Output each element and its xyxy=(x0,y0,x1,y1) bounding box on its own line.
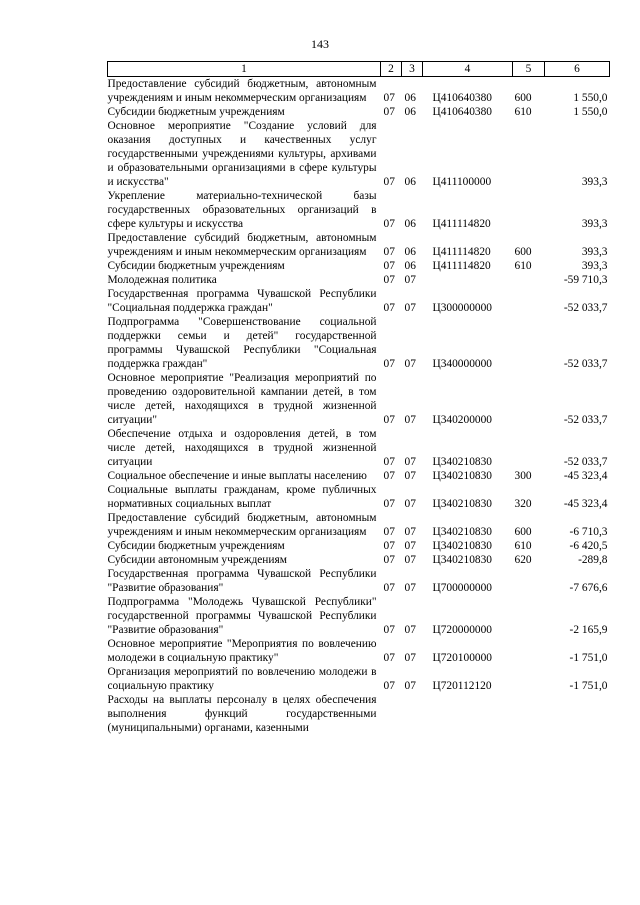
section-code: 07 xyxy=(383,540,395,552)
table-row xyxy=(108,665,610,693)
target-article-code: Ц700000000 xyxy=(432,582,492,594)
table-row xyxy=(108,637,610,665)
section-code: 07 xyxy=(383,106,395,118)
item-name: Государственная программа Чувашской Республики "Развитие образования" xyxy=(107,568,377,594)
item-name: Расходы на выплаты персоналу в целях обеспечения выполнения функций государственными (муниципальными) органами, казенными xyxy=(107,694,377,734)
target-article-code: Ц340210830 xyxy=(432,540,492,552)
target-article-code: Ц340200000 xyxy=(432,414,492,426)
table-row xyxy=(108,595,610,637)
section-code: 07 xyxy=(383,470,395,482)
page-number: 143 xyxy=(311,37,329,51)
subsection-code: 06 xyxy=(404,176,416,188)
table-row xyxy=(108,231,610,259)
item-name: Основное мероприятие "Реализация мероприятий по проведению оздоровительной кампании детей, в том числе детей, находящихся в трудной жизненной ситуации" xyxy=(107,372,377,426)
header-col-5: 5 xyxy=(513,62,545,77)
table-row xyxy=(108,189,610,231)
expense-type-code xyxy=(513,371,545,427)
amount: -52 033,7 xyxy=(563,358,608,370)
amount xyxy=(545,693,610,735)
section-code: 07 xyxy=(383,176,395,188)
subsection-code: 07 xyxy=(404,624,416,636)
subsection-code: 06 xyxy=(404,218,416,230)
target-article-code: Ц720000000 xyxy=(432,624,492,636)
target-article-code: Ц340210830 xyxy=(432,498,492,510)
section-code: 07 xyxy=(383,302,395,314)
table-row xyxy=(108,105,610,119)
expense-type-code: 600 xyxy=(514,246,532,258)
header-col-1: 1 xyxy=(108,62,381,77)
table-row xyxy=(108,553,610,567)
subsection-code: 06 xyxy=(404,92,416,104)
table-header xyxy=(108,62,610,77)
target-article-code: Ц340210830 xyxy=(432,526,492,538)
target-article-code: Ц411100000 xyxy=(432,176,492,188)
section-code xyxy=(381,693,402,735)
subsection-code: 06 xyxy=(404,246,416,258)
item-name: Субсидии автономным учреждениям xyxy=(107,554,287,566)
amount: -6 710,3 xyxy=(569,526,608,538)
section-code: 07 xyxy=(383,246,395,258)
header-col-2: 2 xyxy=(381,62,402,77)
expense-type-code xyxy=(513,567,545,595)
table-row xyxy=(108,315,610,371)
table-row xyxy=(108,273,610,287)
target-article-code: Ц410640380 xyxy=(432,106,492,118)
item-name: Молодежная политика xyxy=(107,274,217,286)
target-article-code: Ц300000000 xyxy=(432,302,492,314)
amount: -6 420,5 xyxy=(569,540,608,552)
expense-type-code xyxy=(513,637,545,665)
item-name: Подпрограмма "Совершенствование социальной поддержки семьи и детей" государственной программы Чувашской Республики "Социальная поддержка граждан" xyxy=(107,316,377,370)
subsection-code: 06 xyxy=(404,106,416,118)
expense-type-code xyxy=(513,119,545,189)
expense-type-code: 610 xyxy=(514,106,532,118)
table-row xyxy=(108,77,610,106)
subsection-code: 07 xyxy=(404,582,416,594)
amount: -7 676,6 xyxy=(569,582,608,594)
expense-type-code xyxy=(513,595,545,637)
target-article-code: Ц411114820 xyxy=(432,260,491,272)
section-code: 07 xyxy=(383,260,395,272)
subsection-code: 07 xyxy=(404,414,416,426)
expense-type-code: 610 xyxy=(514,260,532,272)
expense-type-code: 300 xyxy=(514,470,532,482)
subsection-code: 07 xyxy=(404,554,416,566)
expense-type-code xyxy=(513,693,545,735)
header-col-3: 3 xyxy=(402,62,423,77)
expense-type-code: 600 xyxy=(514,92,532,104)
expense-type-code: 610 xyxy=(514,540,532,552)
amount: -52 033,7 xyxy=(563,456,608,468)
subsection-code: 07 xyxy=(404,680,416,692)
expense-type-code xyxy=(513,315,545,371)
amount: -45 323,4 xyxy=(563,498,608,510)
section-code: 07 xyxy=(383,498,395,510)
expense-type-code: 320 xyxy=(514,498,532,510)
section-code: 07 xyxy=(383,582,395,594)
item-name: Предоставление субсидий бюджетным, автономным учреждениям и иным некоммерческим организациям xyxy=(107,232,377,258)
target-article-code: Ц411114820 xyxy=(432,218,491,230)
subsection-code: 06 xyxy=(404,260,416,272)
table-row xyxy=(108,483,610,511)
table-body xyxy=(108,77,610,736)
table-row xyxy=(108,469,610,483)
item-name: Субсидии бюджетным учреждениям xyxy=(107,540,285,552)
section-code: 07 xyxy=(383,680,395,692)
item-name: Обеспечение отдыха и оздоровления детей, в том числе детей, находящихся в трудной жизненной ситуации xyxy=(107,428,377,468)
table-row xyxy=(108,511,610,539)
amount: 393,3 xyxy=(581,260,608,272)
table-row xyxy=(108,427,610,469)
table-row xyxy=(108,287,610,315)
expense-type-code xyxy=(513,189,545,231)
section-code: 07 xyxy=(383,652,395,664)
item-name: Государственная программа Чувашской Республики "Социальная поддержка граждан" xyxy=(107,288,377,314)
amount: -45 323,4 xyxy=(563,470,608,482)
item-name: Социальное обеспечение и иные выплаты населению xyxy=(107,470,367,482)
item-name: Основное мероприятие "Создание условий для оказания доступных и качественных услуг государственными учреждениями культуры, архивами и образовательными организациями в сфере культуры и искусства" xyxy=(107,120,377,188)
section-code: 07 xyxy=(383,92,395,104)
target-article-code: Ц340210830 xyxy=(432,470,492,482)
target-article-code: Ц340000000 xyxy=(432,358,492,370)
header-col-6: 6 xyxy=(545,62,610,77)
target-article-code: Ц720100000 xyxy=(432,652,492,664)
expense-type-code xyxy=(513,427,545,469)
amount: -1 751,0 xyxy=(569,680,608,692)
target-article-code: Ц410640380 xyxy=(432,92,492,104)
amount: 393,3 xyxy=(581,246,608,258)
amount: -52 033,7 xyxy=(563,414,608,426)
item-name: Основное мероприятие "Мероприятия по вовлечению молодежи в социальную практику" xyxy=(107,638,377,664)
expense-type-code xyxy=(513,273,545,287)
section-code: 07 xyxy=(383,624,395,636)
table-row xyxy=(108,259,610,273)
amount: -289,8 xyxy=(578,554,608,566)
table-row xyxy=(108,119,610,189)
amount: -2 165,9 xyxy=(569,624,608,636)
amount: 1 550,0 xyxy=(573,106,608,118)
item-name: Субсидии бюджетным учреждениям xyxy=(107,260,285,272)
table-row xyxy=(108,539,610,553)
header-col-4: 4 xyxy=(423,62,513,77)
amount: -52 033,7 xyxy=(563,302,608,314)
item-name: Социальные выплаты гражданам, кроме публичных нормативных социальных выплат xyxy=(107,484,377,510)
amount: -59 710,3 xyxy=(563,274,608,286)
amount: 1 550,0 xyxy=(573,92,608,104)
table-row xyxy=(108,371,610,427)
subsection-code: 07 xyxy=(404,470,416,482)
section-code: 07 xyxy=(383,358,395,370)
expense-type-code: 600 xyxy=(514,526,532,538)
table-row xyxy=(108,567,610,595)
subsection-code: 07 xyxy=(404,302,416,314)
amount: 393,3 xyxy=(581,176,608,188)
subsection-code: 07 xyxy=(404,498,416,510)
section-code: 07 xyxy=(383,526,395,538)
subsection-code: 07 xyxy=(404,456,416,468)
amount: -1 751,0 xyxy=(569,652,608,664)
table-row xyxy=(108,693,610,735)
target-article-code: Ц340210830 xyxy=(432,554,492,566)
expense-type-code xyxy=(513,665,545,693)
subsection-code: 07 xyxy=(404,358,416,370)
section-code: 07 xyxy=(383,554,395,566)
section-code: 07 xyxy=(383,218,395,230)
section-code: 07 xyxy=(383,414,395,426)
amount: 393,3 xyxy=(581,218,608,230)
subsection-code: 07 xyxy=(404,274,416,286)
item-name: Укрепление материально-технической базы государственных образовательных организаций в сфере культуры и искусства xyxy=(107,190,377,230)
section-code: 07 xyxy=(383,456,395,468)
item-name: Подпрограмма "Молодежь Чувашской Республики" государственной программы Чувашской Республики "Развитие образования" xyxy=(107,596,377,636)
subsection-code xyxy=(402,693,423,735)
subsection-code: 07 xyxy=(404,652,416,664)
subsection-code: 07 xyxy=(404,526,416,538)
target-article-code: Ц411114820 xyxy=(432,246,491,258)
item-name: Предоставление субсидий бюджетным, автономным учреждениям и иным некоммерческим организациям xyxy=(107,512,377,538)
expense-type-code xyxy=(513,287,545,315)
item-name: Субсидии бюджетным учреждениям xyxy=(107,106,285,118)
target-article-code xyxy=(423,273,513,287)
budget-table xyxy=(107,61,610,735)
target-article-code: Ц720112120 xyxy=(432,680,492,692)
expense-type-code: 620 xyxy=(514,554,532,566)
target-article-code: Ц340210830 xyxy=(432,456,492,468)
item-name: Организация мероприятий по вовлечению молодежи в социальную практику xyxy=(107,666,377,692)
subsection-code: 07 xyxy=(404,540,416,552)
section-code: 07 xyxy=(383,274,395,286)
target-article-code xyxy=(423,693,513,735)
item-name: Предоставление субсидий бюджетным, автономным учреждениям и иным некоммерческим организациям xyxy=(107,78,377,104)
